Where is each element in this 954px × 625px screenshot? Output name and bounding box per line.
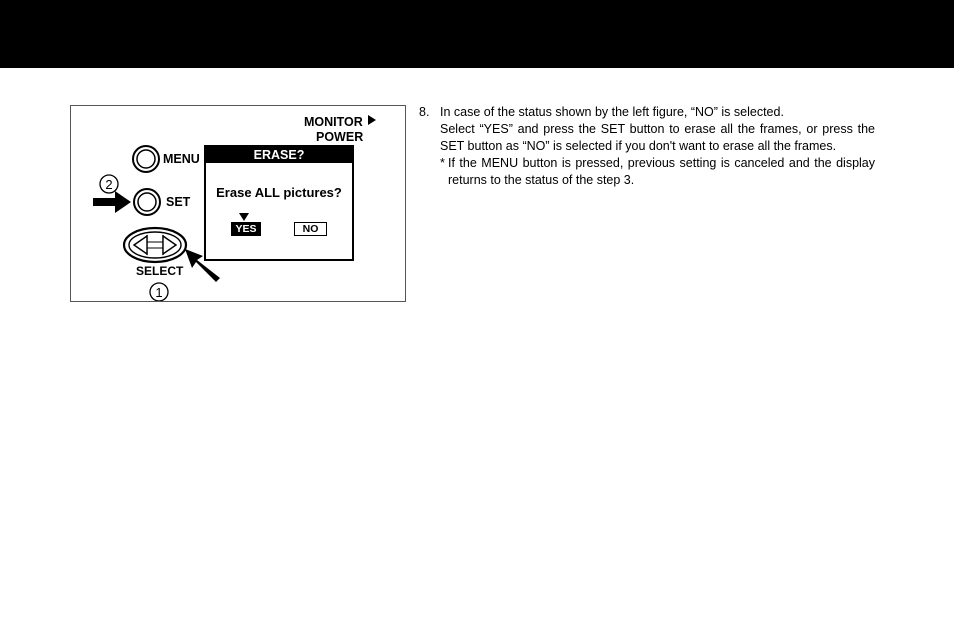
header-bar	[0, 0, 954, 68]
step-number: 8.	[419, 105, 430, 119]
option-yes: YES	[231, 222, 261, 236]
set-pointer-arrow-icon	[93, 191, 131, 213]
set-label: SET	[166, 195, 191, 209]
note-mark: *	[440, 156, 445, 170]
dialog-prompt: Erase ALL pictures?	[216, 185, 342, 200]
svg-text:1: 1	[155, 285, 163, 300]
erase-dialog	[204, 145, 354, 261]
callout-1-icon	[150, 283, 168, 301]
power-label: POWER	[316, 130, 364, 144]
step-first-line: In case of the status shown by the left figure, “NO” is selected.	[440, 105, 784, 119]
instructions	[419, 104, 875, 189]
note	[419, 155, 875, 189]
set-button-icon	[134, 189, 160, 215]
camera-figure	[70, 105, 406, 302]
step-body: Select “YES” and press the SET button to erase all the frames, or press the SET button as “NO” is selected if you don't want to erase all the frames.	[440, 122, 875, 153]
monitor-label: MONITOR	[304, 115, 363, 129]
menu-label: MENU	[163, 152, 200, 166]
note-text: If the MENU button is pressed, previous setting is canceled and the display returns to the status of the step 3.	[448, 156, 875, 187]
monitor-arrow-icon	[368, 115, 376, 125]
selection-cursor-icon	[239, 213, 249, 221]
select-rocker-icon	[124, 228, 186, 262]
select-label: SELECT	[136, 264, 184, 278]
option-no: NO	[294, 222, 327, 236]
callout-2-icon	[100, 175, 118, 193]
menu-button-icon	[133, 146, 159, 172]
step-8	[419, 104, 875, 155]
dialog-title: ERASE?	[206, 147, 352, 163]
svg-text:2: 2	[105, 177, 113, 192]
